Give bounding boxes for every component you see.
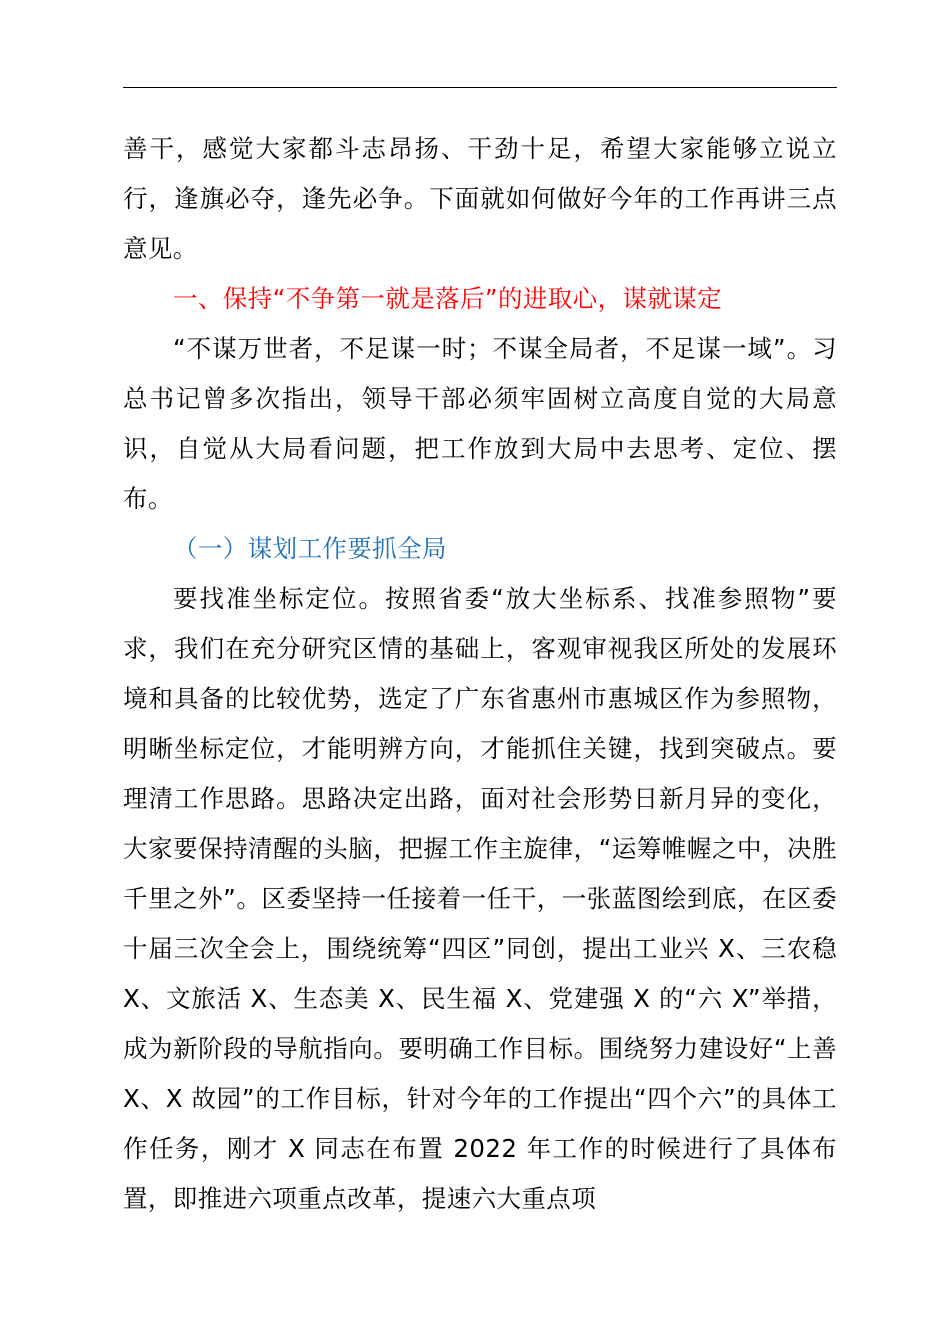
section-heading-1: 一、保持“不争第一就是落后”的进取心，谋就谋定	[173, 284, 723, 313]
paragraph-body: 要找准坐标定位。按照省委“放大坐标系、找准参照物”要求，我们在充分研究区情的基础上，客观审视我区所处的发展环境和具备的比较优势，选定了广东省惠州市惠城区作为参照物，明晰坐标定位，才能明辨方向，才能抓住关键，找到突破点。要理清工作思路。思路决定出路，面对社会形势日新月异的变化，大家要保持清醒的头脑，把握工作主旋律，“运筹帷幄之中，决胜千里之外”。区委坚持一任接着一任干，一张蓝图绘到底，在区委十届三次全会上，围绕统筹“四区”同创，提出工业兴 X、三农稳 X、文旅活 X、生态美 X、民生福 X、党建强 X 的“六 X”举措，成为新阶段的导航指向。要明确工作目标。围绕努力建设好“上善 X、X 故园”的工作目标，针对今年的工作提出“四个六”的具体工作任务，刚才 X 同志在布置 2022 年工作的时候进行了具体布置，即推进六项重点改革，提速六大重点项	[123, 584, 837, 1213]
header-rule	[123, 87, 837, 88]
paragraph-intro-continuation: 善干，感觉大家都斗志昂扬、干劲十足，希望大家能够立说立行，逢旗必夺，逢先必争。下面就如何做好今年的工作再讲三点意见。	[123, 134, 837, 263]
document-body	[123, 124, 837, 1224]
paragraph-quote: “不谋万世者，不足谋一时；不谋全局者，不足谋一域”。习总书记曾多次指出，领导干部必须牢固树立高度自觉的大局意识，自觉从大局看问题，把工作放到大局中去思考、定位、摆布。	[123, 334, 837, 513]
subsection-heading-1: （一）谋划工作要抓全局	[173, 534, 447, 563]
